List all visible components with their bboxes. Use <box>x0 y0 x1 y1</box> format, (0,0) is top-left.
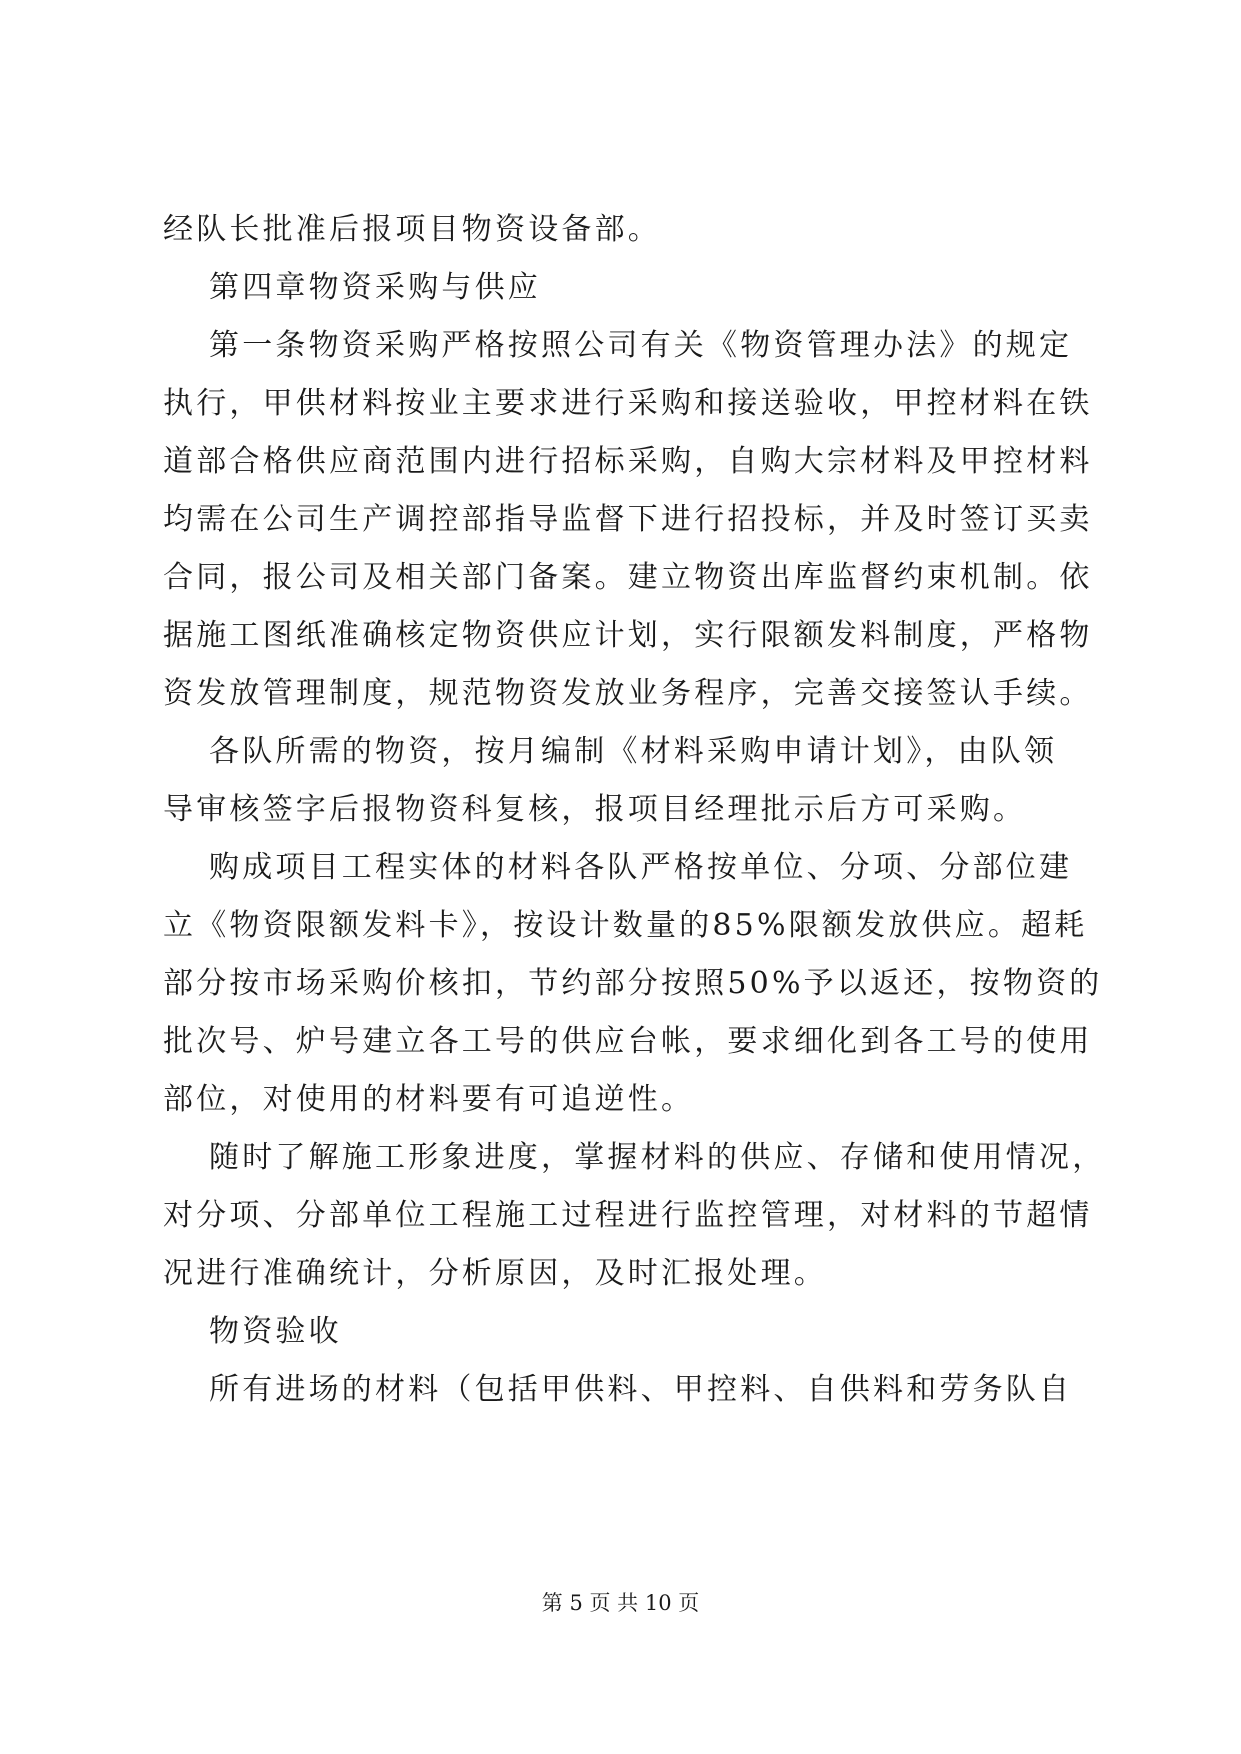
text-line: 合同，报公司及相关部门备案。建立物资出库监督约束机制。依 <box>163 560 1093 595</box>
text-line: 立《物资限额发料卡》，按设计数量的85%限额发放供应。超耗 <box>163 908 1088 943</box>
chapter-heading: 第四章物资采购与供应 <box>209 270 541 305</box>
text-line: 批次号、炉号建立各工号的供应台帐，要求细化到各工号的使用 <box>163 1024 1093 1059</box>
text-line: 部分按市场采购价核扣，节约部分按照50%予以返还，按物资的 <box>163 966 1103 1001</box>
text-line: 购成项目工程实体的材料各队严格按单位、分项、分部位建 <box>209 850 1073 885</box>
page-footer: 第 5 页 共 10 页 <box>541 1591 700 1615</box>
text-line: 随时了解施工形象进度，掌握材料的供应、存储和使用情况， <box>209 1140 1106 1175</box>
text-line: 第一条物资采购严格按照公司有关《物资管理办法》的规定 <box>209 328 1073 363</box>
text-line: 均需在公司生产调控部指导监督下进行招投标，并及时签订买卖 <box>163 502 1093 537</box>
text-line: 资发放管理制度，规范物资发放业务程序，完善交接签认手续。 <box>163 676 1093 711</box>
text-line: 对分项、分部单位工程施工过程进行监控管理，对材料的节超情 <box>163 1198 1093 1233</box>
text-line: 执行，甲供材料按业主要求进行采购和接送验收，甲控材料在铁 <box>163 386 1093 421</box>
section-heading: 物资验收 <box>209 1314 342 1349</box>
text-line: 各队所需的物资，按月编制《材料采购申请计划》，由队领 <box>209 734 1058 769</box>
text-line: 况进行准确统计，分析原因，及时汇报处理。 <box>163 1256 827 1291</box>
text-line: 据施工图纸准确核定物资供应计划，实行限额发料制度，严格物 <box>163 618 1093 653</box>
text-line: 经队长批准后报项目物资设备部。 <box>163 212 661 247</box>
text-line: 道部合格供应商范围内进行招标采购，自购大宗材料及甲控材料 <box>163 444 1093 479</box>
text-line: 导审核签字后报物资科复核，报项目经理批示后方可采购。 <box>163 792 1027 827</box>
text-line: 所有进场的材料（包括甲供料、甲控料、自供料和劳务队自 <box>209 1372 1073 1407</box>
text-line: 部位，对使用的材料要有可追逆性。 <box>163 1082 695 1117</box>
